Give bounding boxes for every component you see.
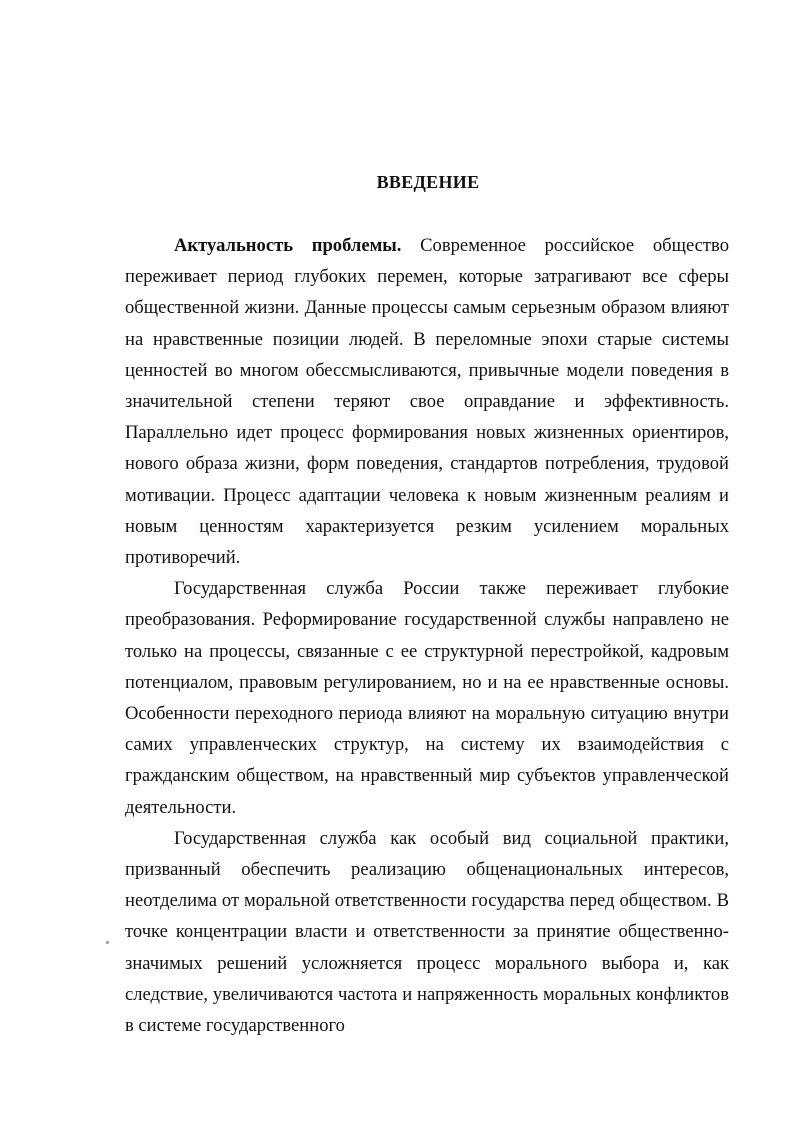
body-text [125, 230, 729, 1041]
paragraph-text: Современное российское общество переживает период глубоких перемен, которые затрагивают все сферы общественной жизни. Данные процессы самым серьезным образом влияют на нравственные позиции людей. В переломные эпохи старые системы ценностей во многом обессмысливаются, привычные модели поведения в значительной степени теряют свое оправдание и эффективность. Параллельно идет процесс формирования новых жизненных ориентиров, нового образа жизни, форм поведения, стандартов потребления, трудовой мотивации. Процесс адаптации человека к новым жизненным реалиям и новым ценностям характеризуется резким усилением моральных противоречий. [125, 235, 729, 569]
paragraph-relevance [125, 230, 729, 573]
scan-speck [106, 941, 109, 944]
paragraph-moral-responsibility: Государственная служба как особый вид социальной практики, призванный обеспечить реализацию общенациональных интересов, неотделима от моральной ответственности государства перед обществом. В точке концентрации власти и ответственности за принятие общественно-значимых решений усложняется процесс морального выбора и, как следствие, увеличиваются частота и напряженность моральных конфликтов в системе государственного [125, 827, 729, 1037]
section-heading: ВВЕДЕНИЕ [376, 172, 480, 192]
paragraph-lead: Актуальность проблемы. [174, 235, 402, 256]
paragraph-civil-service-reform: Государственная служба России также переживает глубокие преобразования. Реформирование государственной службы направлено не только на процессы, связанные с ее структурной перестройкой, кадровым потенциалом, правовым регулированием, но и на ее нравственные основы. Особенности переходного периода влияют на моральную ситуацию внутри самих управленческих структур, на систему их взаимодействия с гражданским обществом, на нравственный мир субъектов управленческой деятельности. [125, 578, 729, 818]
